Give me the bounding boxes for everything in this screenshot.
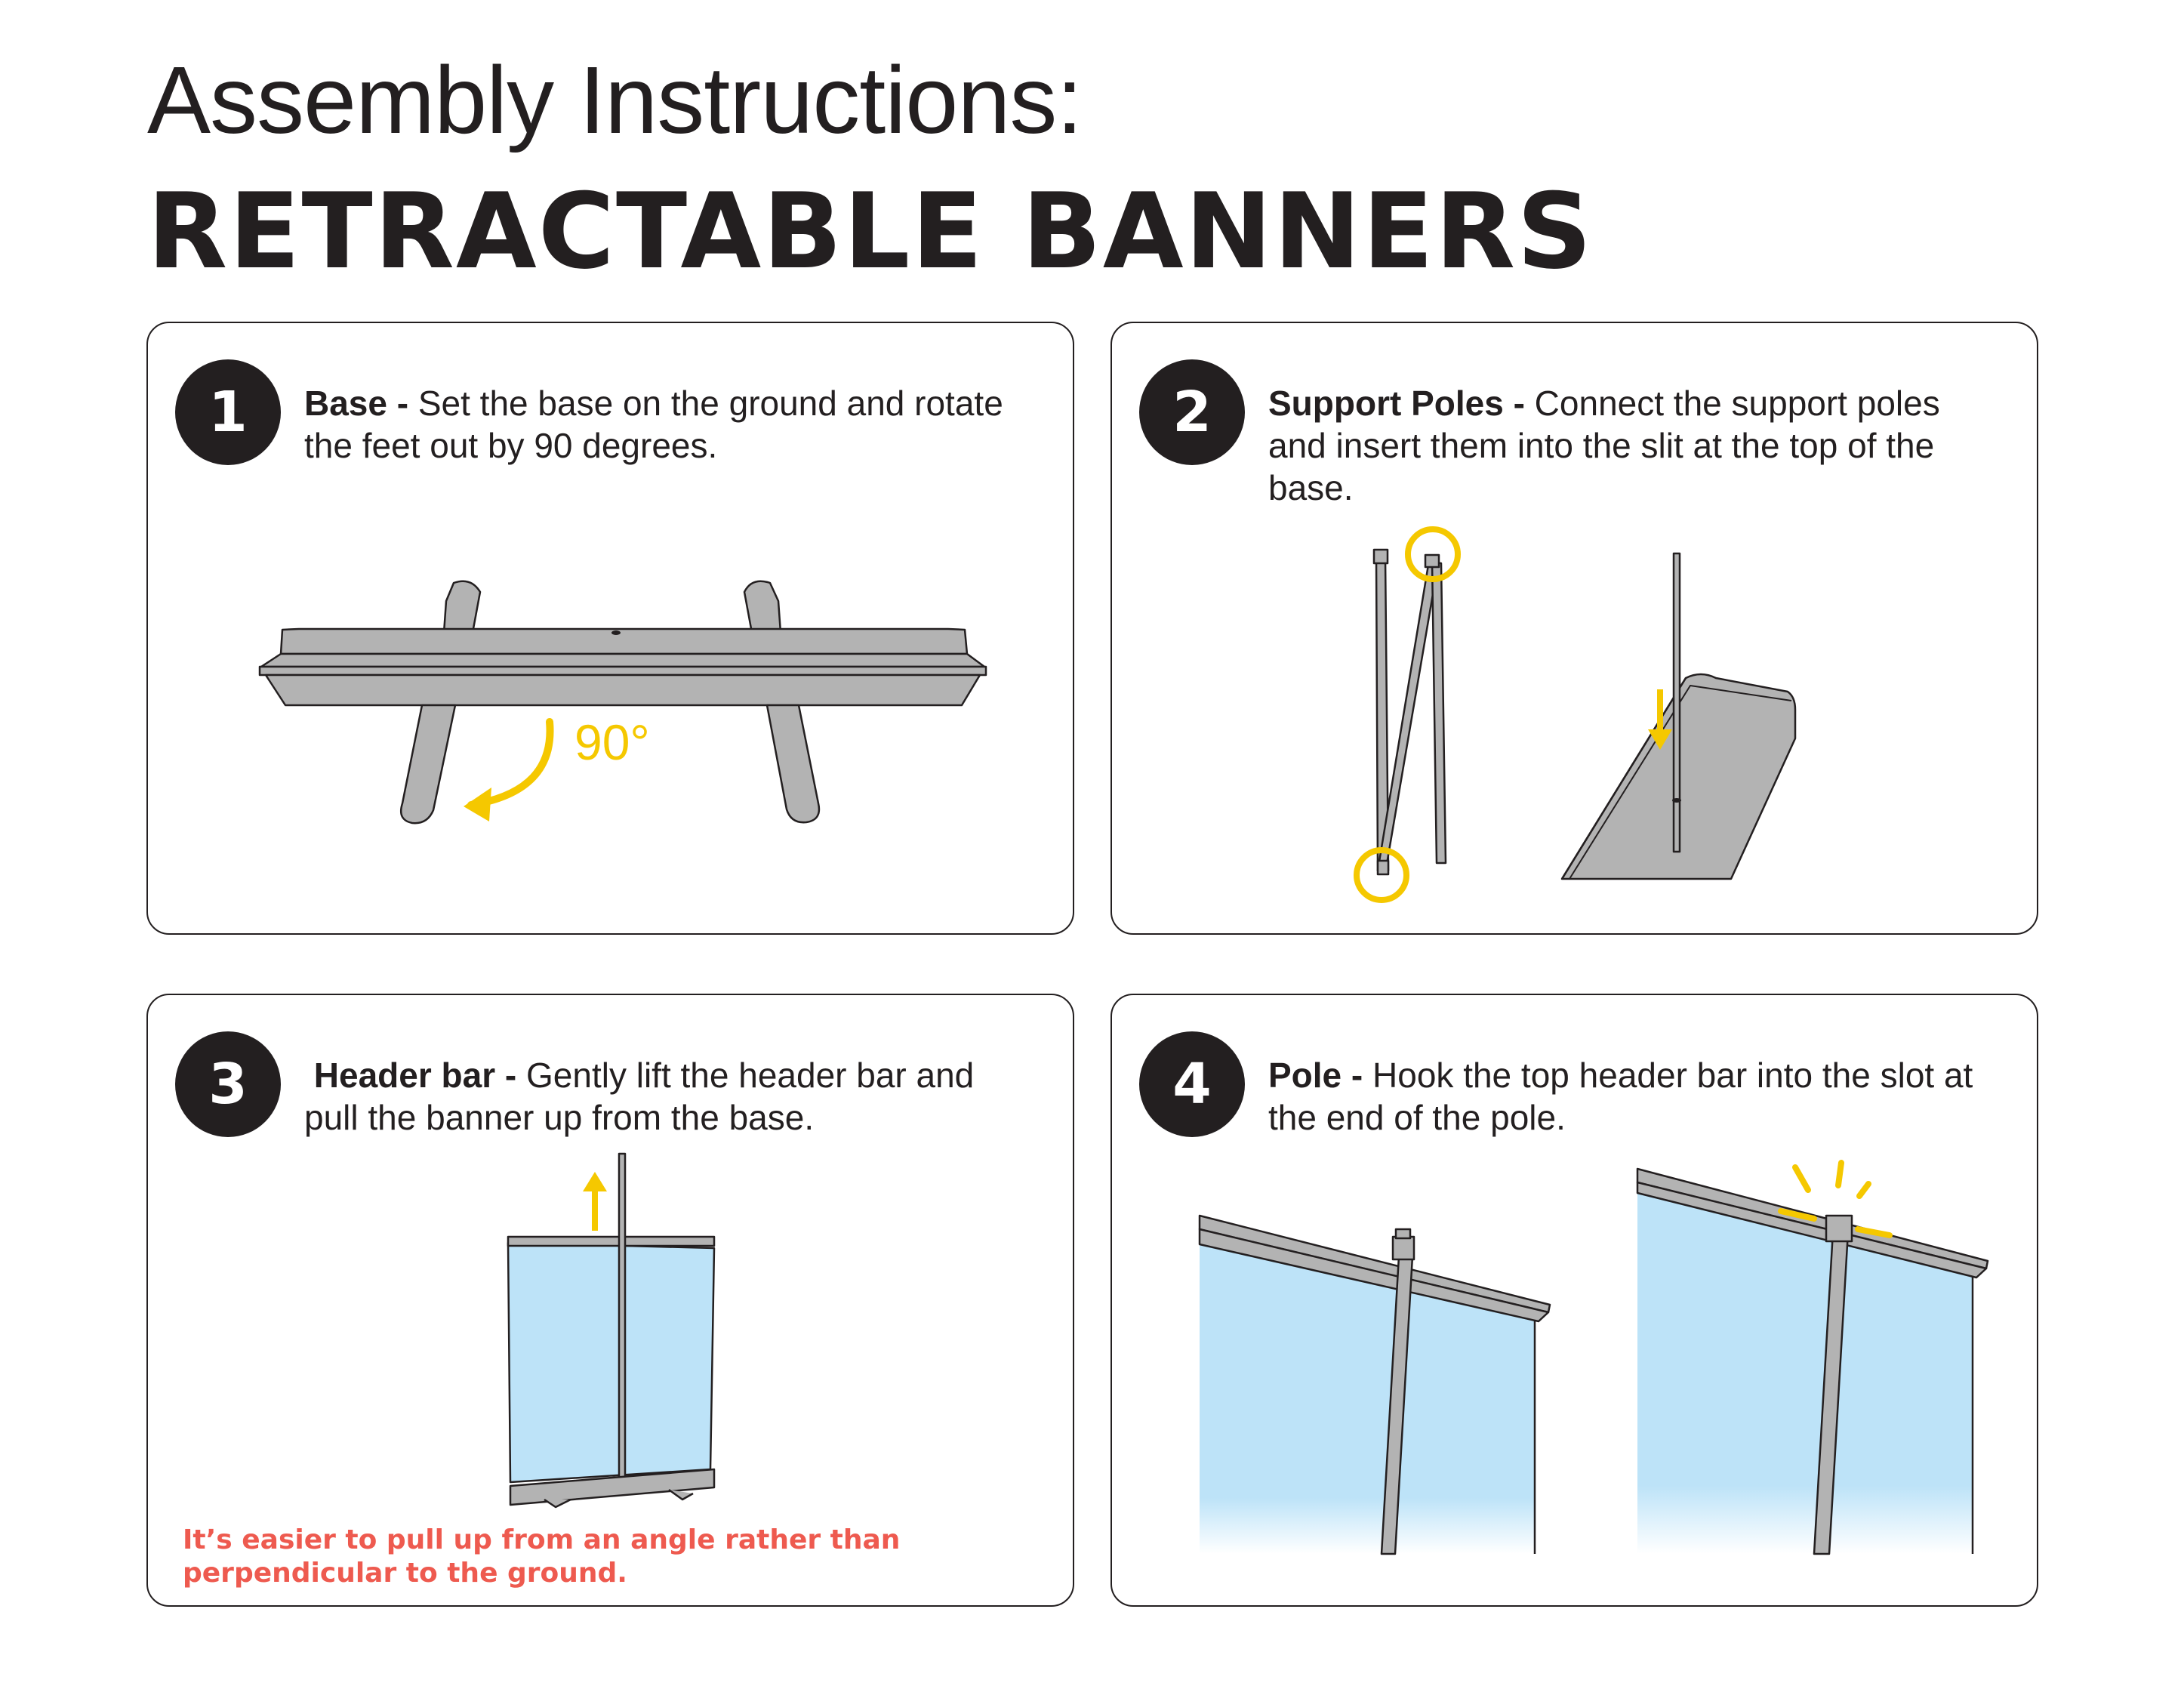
title-line-1: Assembly Instructions: [147, 47, 1083, 153]
step-label: Header bar - [313, 1056, 517, 1095]
step-description: Hook the top header bar into the slot at the end of the pole. [1268, 1056, 1973, 1137]
step-number-badge: 4 [1139, 1031, 1245, 1137]
pole-hook-illustration [1112, 995, 2040, 1608]
step-1-panel [146, 322, 1074, 935]
step-description: Gently lift the header bar and pull the banner up from the base. [304, 1056, 975, 1137]
step-3-panel [146, 994, 1074, 1607]
support-poles-illustration [1112, 323, 2040, 936]
step-2-panel [1110, 322, 2038, 935]
angle-label: 90° [574, 714, 650, 770]
step-number-badge: 1 [175, 359, 281, 465]
step-label: Pole - [1268, 1056, 1363, 1095]
step-description: Set the base on the ground and rotate the feet out by 90 degrees. [304, 384, 1003, 465]
base-illustration [148, 323, 1076, 936]
step-description: Connect the support poles and insert them into the slit at the top of the base. [1268, 384, 1940, 507]
step-label: Base - [304, 384, 409, 423]
header-bar-illustration [148, 995, 1076, 1608]
title-line-2: RETRACTABLE BANNERS [147, 171, 1594, 292]
step-number-badge: 2 [1139, 359, 1245, 465]
step-4-panel [1110, 994, 2038, 1607]
step-label: Support Poles - [1268, 384, 1525, 423]
tip-note: It’s easier to pull up from an angle rather than perpendicular to the ground. [183, 1524, 901, 1589]
step-number-badge: 3 [175, 1031, 281, 1137]
